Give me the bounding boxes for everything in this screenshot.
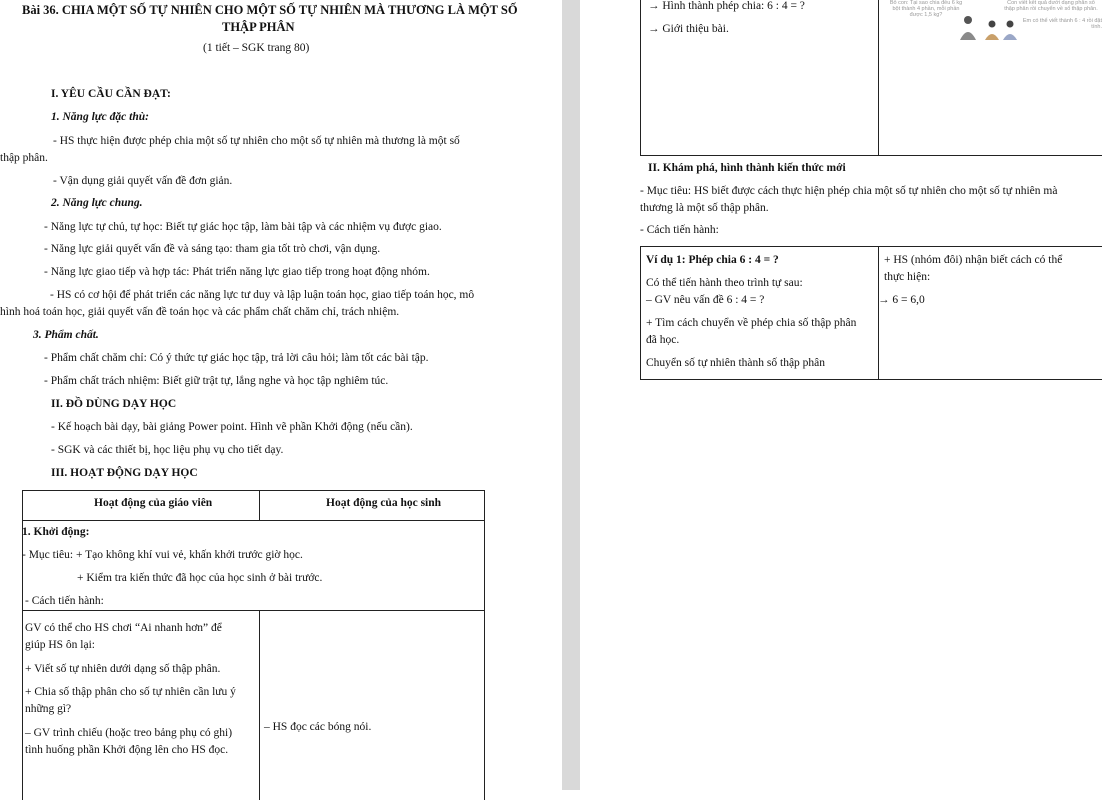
intro-line: → Giới thiệu bài. (648, 23, 729, 35)
speech-bubble: Con viết kết quả dưới dạng phân số thập phân rồi chuyển về số thập phân. (1004, 0, 1098, 12)
page-gutter (562, 0, 580, 790)
paragraph: - Năng lực giao tiếp và hợp tác: Phát triển năng lực giao tiếp trong hoạt động nhóm. (44, 266, 430, 278)
lesson-subtitle: (1 tiết – SGK trang 80) (203, 42, 310, 54)
student-activity-line: + HS (nhóm đôi) nhận biết cách có thể (884, 254, 1063, 266)
student-activity-line: → 6 = 6,0 (878, 294, 925, 306)
teacher-activity-line: Chuyển số tự nhiên thành số thập phân (646, 357, 826, 369)
section-heading-1: I. YÊU CẦU CẦN ĐẠT: (51, 88, 171, 100)
paragraph: - Năng lực giải quyết vấn đề và sáng tạo: tham gia tốt trò chơi, vận dụng. (44, 243, 381, 255)
paragraph: - Vận dụng giải quyết vấn đề đơn giản. (53, 175, 233, 187)
objective-line: thương là một số thập phân. (640, 202, 769, 214)
teacher-activity-line: Có thể tiến hành theo trình tự sau: (646, 277, 803, 289)
speech-bubble: Bố con: Tại sao chia đều 6 kg bột thành 4 phần, mỗi phần được 1,5 kg? (889, 0, 963, 18)
subheading-specific-competence: 1. Năng lực đặc thù: (51, 111, 149, 123)
paragraph: - Phẩm chất chăm chỉ: Có ý thức tự giác học tập, trả lời câu hỏi; làm tốt các bài tập. (44, 352, 429, 364)
teacher-activity-line: + Viết số tự nhiên dưới dạng số thập phân. (25, 663, 221, 675)
textbook-illustration (886, 0, 1102, 42)
teacher-activity-line: – GV nêu vấn đề 6 : 4 = ? (646, 294, 765, 306)
row-heading-warmup: 1. Khởi động: (22, 526, 90, 538)
lesson-title-line2: THẬP PHÂN (222, 20, 295, 34)
objective-line: - Mục tiêu: HS biết được cách thực hiện phép chia một số tự nhiên cho một số tự nhiên mà (640, 185, 1058, 197)
speech-bubble: Em có thể viết thành 6 : 4 rồi đặt tính. (1022, 18, 1102, 30)
teacher-activity-line: GV có thể cho HS chơi “Ai nhanh hơn” để (25, 622, 222, 634)
table-header-teacher: Hoạt động của giáo viên (94, 497, 213, 509)
paragraph: - SGK và các thiết bị, học liệu phụ vụ cho tiết dạy. (51, 444, 284, 456)
paragraph: - Năng lực tự chủ, tự học: Biết tự giác học tập, làm bài tập và các nhiệm vụ được giao. (44, 221, 442, 233)
teacher-activity-line: + Chia số thập phân cho số tự nhiên cần lưu ý (25, 686, 236, 698)
subheading-qualities: 3. Phẩm chất. (33, 329, 99, 341)
student-activity-line: thực hiện: (884, 271, 931, 283)
objective-line: - Mục tiêu: + Tạo không khí vui vẻ, khấn khởi trước giờ học. (22, 549, 303, 561)
teacher-activity-line: giúp HS ôn lại: (25, 639, 95, 651)
activity-table (22, 490, 484, 800)
document-page-right (580, 0, 1102, 790)
lesson-title: Bài 36. CHIA MỘT SỐ TỰ NHIÊN CHO MỘT SỐ TỰ NHIÊN MÀ THƯƠNG LÀ MỘT SỐ (22, 3, 518, 17)
procedure-label: - Cách tiến hành: (640, 224, 719, 236)
example-title: Ví dụ 1: Phép chia 6 : 4 = ? (646, 254, 779, 266)
teacher-activity-line: tình huống phần Khởi động lên cho HS đọc. (25, 744, 229, 756)
section-heading-explore: II. Khám phá, hình thành kiến thức mới (648, 162, 846, 174)
example-table (640, 246, 1102, 380)
paragraph: - HS có cơ hội để phát triển các năng lực tư duy và lập luận toán học, giao tiếp toán học, mô (50, 289, 475, 301)
section-heading-3: III. HOẠT ĐỘNG DẠY HỌC (51, 467, 198, 479)
objective-line: + Kiểm tra kiến thức đã học của học sinh ở bài trước. (77, 572, 323, 584)
paragraph: - Phẩm chất trách nhiệm: Biết giữ trật tự, lắng nghe và học tập nghiêm túc. (44, 375, 389, 387)
section-heading-2: II. ĐỒ DÙNG DẠY HỌC (51, 398, 177, 410)
table-header-student: Hoạt động của học sinh (326, 497, 442, 509)
paragraph: - Kế hoạch bài dạy, bài giảng Power point. Hình vẽ phần Khởi động (nếu cần). (51, 421, 413, 433)
paragraph: thập phân. (0, 152, 48, 164)
people-icon (954, 0, 1034, 42)
paragraph: hình hoá toán học, giải quyết vấn đề toán học và các phẩm chất chăm chỉ, trách nhiệm. (0, 306, 400, 318)
procedure-label: - Cách tiến hành: (25, 595, 104, 607)
paragraph: - HS thực hiện được phép chia một số tự nhiên cho một số tự nhiên mà thương là một số (53, 135, 460, 147)
teacher-activity-line: – GV trình chiếu (hoặc treo bảng phụ có ghi) (25, 727, 233, 739)
teacher-activity-line: những gì? (25, 703, 72, 715)
subheading-general-competence: 2. Năng lực chung. (51, 197, 143, 209)
teacher-activity-line: + Tìm cách chuyển về phép chia số thập phân (646, 317, 857, 329)
intro-line: → Hình thành phép chia: 6 : 4 = ? (648, 0, 805, 12)
teacher-activity-line: đã học. (646, 334, 680, 346)
student-activity-line: – HS đọc các bóng nói. (264, 721, 372, 733)
